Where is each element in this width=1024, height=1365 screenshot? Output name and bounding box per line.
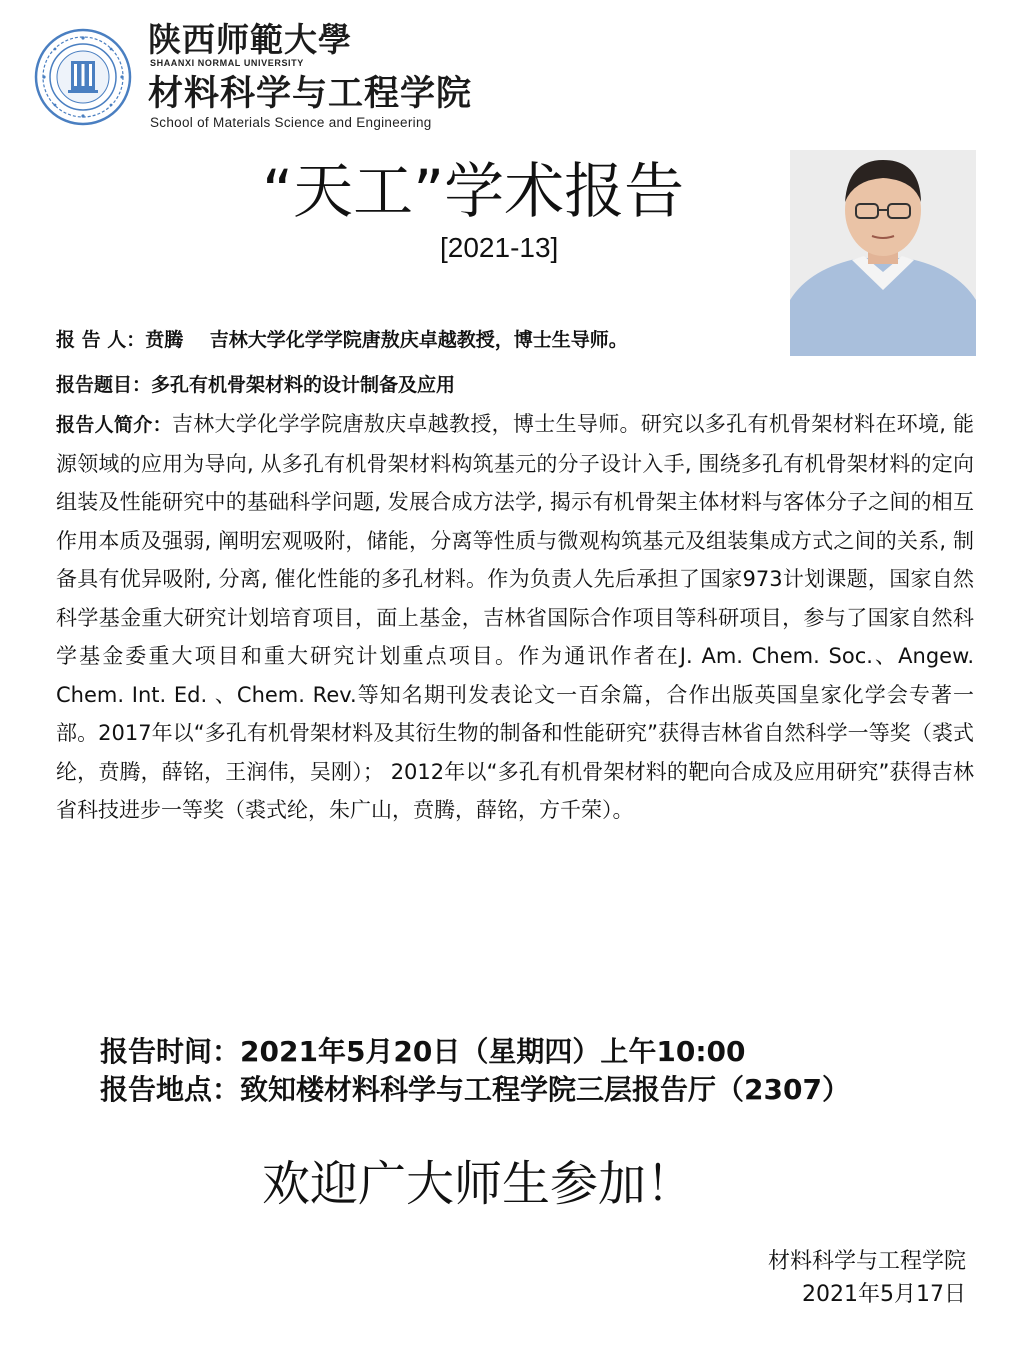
- speaker-line: [56, 325, 628, 352]
- university-name-en: SHAANXI NORMAL UNIVERSITY: [150, 58, 304, 68]
- speaker-photo: [790, 150, 976, 356]
- time-label: 报告时间：: [100, 1035, 241, 1068]
- topic-label: 报告题目：: [56, 374, 152, 396]
- intro-text: 吉林大学化学学院唐敖庆卓越教授，博士生导师。研究以多孔有机骨架材料在环境, 能源领域的应用为导向, 从多孔有机骨架材料构筑基元的分子设计入手, 围绕多孔有机骨架材料的定向组装及性能研究中的基础科学问题, 发展合成方法学, 揭示有机骨架主体材料与客体分子之间的相互作用本质及强弱, 阐明宏观吸附，储能，分离等性质与微观构筑基元及组装集成方式之间的关系, 制备具有优异吸附, 分离, 催化性能的多孔材料。作为负责人先后承担了国家973计划课题，国家自然科学基金重大研究计划培育项目，面上基金，吉林省国际合作项目等科研项目，参与了国家自然科学基金委重大项目和重大研究计划重点项目。作为通讯作者在J. Am. Chem. Soc.、Angew. Chem. Int. Ed. 、Chem. Rev.等知名期刊发表论文一百余篇，合作出版英国皇家化学会专著一部。2017年以“多孔有机骨架材料及其衍生物的制备和性能研究”获得吉林省自然科学一等奖（裘式纶，贲腾，薛铭，王润伟，吴刚）； 2012年以“多孔有机骨架材料的靶向合成及应用研究”获得吉林省科技进步一等奖（裘式纶，朱广山，贲腾，薛铭，方千荣）。: [56, 412, 974, 822]
- speaker-intro: [56, 405, 974, 830]
- organizer-signature: 材料科学与工程学院: [767, 1249, 966, 1274]
- university-name-cn: 陕西师範大學: [148, 20, 352, 59]
- speaker-name: 贲腾: [145, 329, 184, 351]
- report-number: [2021-13]: [440, 232, 559, 263]
- issue-date: 2021年5月17日: [802, 1282, 966, 1307]
- speaker-label: 报 告 人：: [56, 329, 146, 351]
- topic-text: 多孔有机骨架材料的设计制备及应用: [151, 374, 456, 396]
- place-value: 致知楼材料科学与工程学院三层报告厅（2307）: [240, 1073, 850, 1106]
- school-name-cn: 材料科学与工程学院: [148, 74, 473, 114]
- topic-line: [56, 370, 455, 397]
- intro-label: 报告人简介：: [56, 414, 172, 436]
- speaker-affiliation: 吉林大学化学学院唐敖庆卓越教授，博士生导师。: [209, 329, 628, 351]
- time-value: 2021年5月20日（星期四）上午10:00: [240, 1035, 746, 1068]
- report-time: [100, 1030, 746, 1070]
- school-name-en: School of Materials Science and Engineering: [150, 115, 432, 130]
- university-seal-icon: [34, 28, 132, 126]
- report-place: [100, 1068, 850, 1108]
- page-title: “天工”学术报告: [262, 157, 685, 227]
- welcome-message: 欢迎广大师生参加！: [262, 1156, 695, 1212]
- place-label: 报告地点：: [100, 1073, 241, 1106]
